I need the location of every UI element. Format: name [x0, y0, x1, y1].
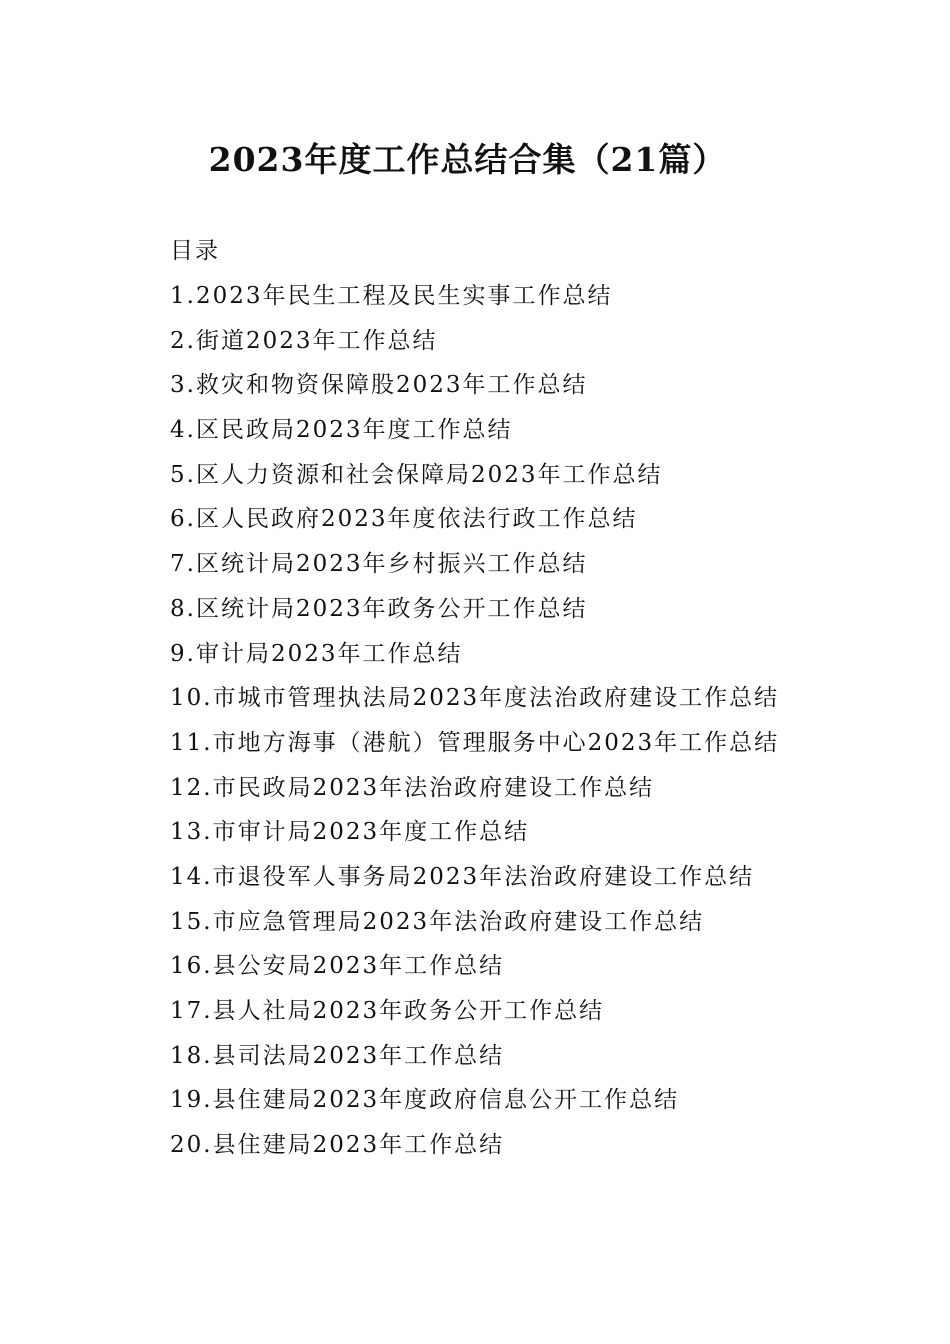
toc-item: 15.市应急管理局2023年法治政府建设工作总结	[170, 908, 705, 935]
toc-item: 12.市民政局2023年法治政府建设工作总结	[170, 774, 655, 801]
toc-item: 16.县公安局2023年工作总结	[170, 953, 505, 980]
toc-item: 9.审计局2023年工作总结	[170, 640, 463, 667]
toc-item: 18.县司法局2023年工作总结	[170, 1042, 505, 1069]
toc-heading: 目录	[170, 238, 220, 264]
toc-list	[170, 279, 870, 1173]
toc-item: 10.市城市管理执法局2023年度法治政府建设工作总结	[170, 685, 780, 712]
document-title: 2023年度工作总结合集（21篇）	[208, 140, 727, 179]
toc-item: 2.街道2023年工作总结	[170, 327, 438, 354]
toc-item: 19.县住建局2023年度政府信息公开工作总结	[170, 1087, 680, 1114]
toc-item: 20.县住建局2023年工作总结	[170, 1132, 505, 1159]
toc-item: 1.2023年民生工程及民生实事工作总结	[170, 283, 613, 309]
toc-item: 3.救灾和物资保障股2023年工作总结	[170, 372, 588, 399]
toc-item: 11.市地方海事（港航）管理服务中心2023年工作总结	[170, 729, 780, 756]
toc-item: 6.区人民政府2023年度依法行政工作总结	[170, 506, 638, 533]
toc-item: 8.区统计局2023年政务公开工作总结	[170, 595, 588, 622]
toc-item: 4.区民政局2023年度工作总结	[170, 417, 513, 444]
toc-item: 7.区统计局2023年乡村振兴工作总结	[170, 551, 588, 578]
toc-item: 5.区人力资源和社会保障局2023年工作总结	[170, 461, 663, 488]
toc-item: 13.市审计局2023年度工作总结	[170, 819, 530, 846]
toc-item: 14.市退役军人事务局2023年法治政府建设工作总结	[170, 863, 755, 890]
toc-item: 17.县人社局2023年政务公开工作总结	[170, 998, 605, 1024]
